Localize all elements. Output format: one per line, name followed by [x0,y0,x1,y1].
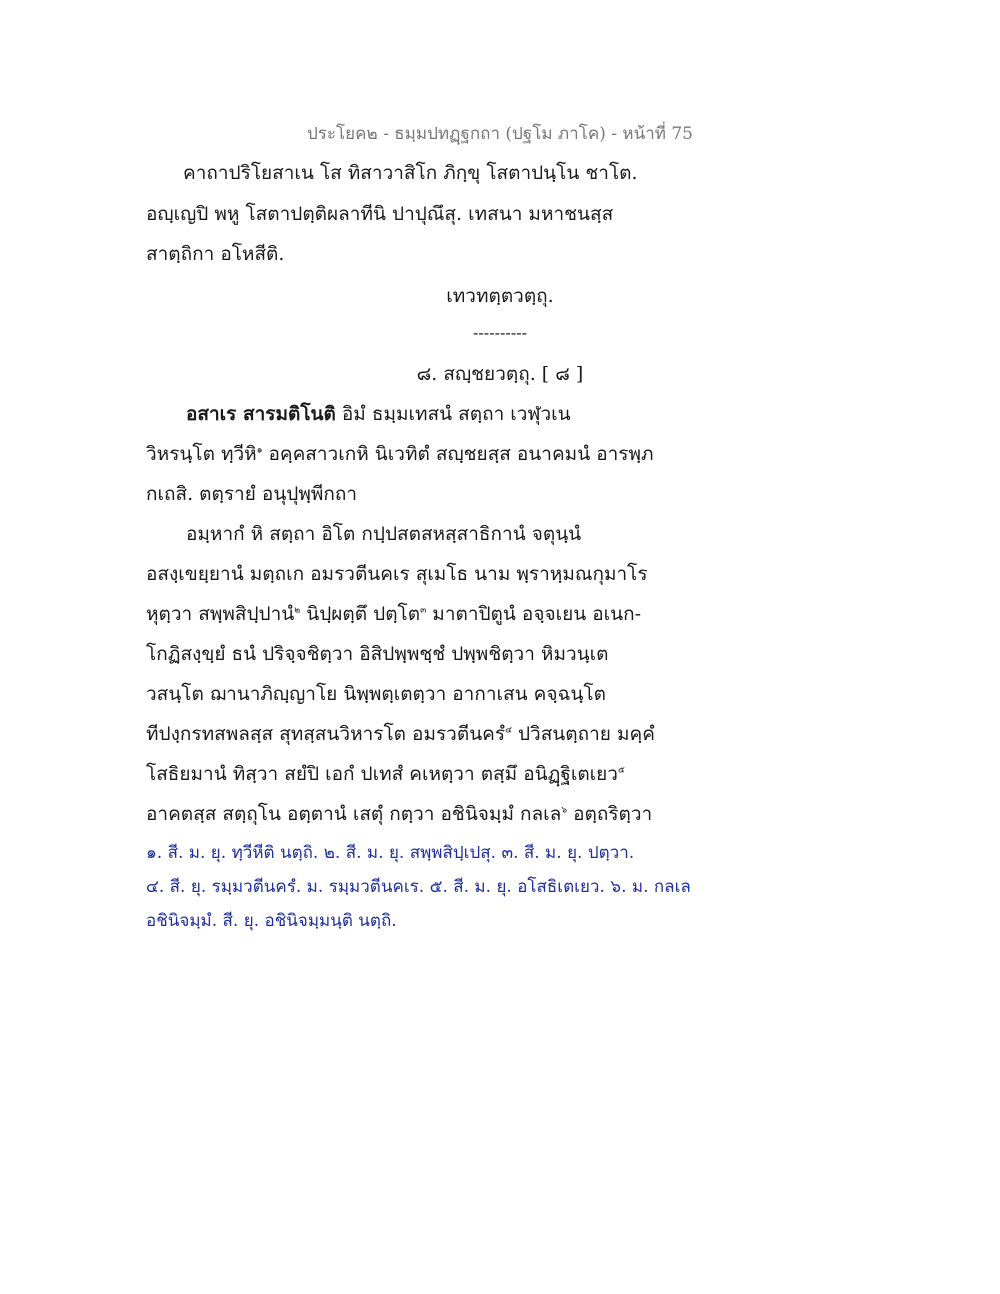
para3-line6 [146,721,655,747]
footnote-ref-6: ๖ [561,805,568,816]
para2-line1 [186,401,571,427]
footnote-ref-5: ๕ [617,765,625,776]
para3-line7 [146,761,625,787]
para3-line8 [146,801,652,827]
para3-line3-b: นิปฺผตฺตึ ปตฺโต [300,603,421,625]
verse-keyword: อสาเร สารมติโนติ [186,403,336,425]
para1-line1: คาถาปริโยสาเน โส ทิสาวาสิโก ภิกฺขุ โสตาปนฺโน ชาโต. [183,162,638,184]
footnote-line-3: อชินิจมฺมํ. สี. ยุ. อชินิจมฺมนฺติ นตฺถิ. [146,911,397,931]
separator: ---------- [472,323,528,342]
para2-line3: กเถสิ. ตตฺรายํ อนุปุพฺพีกถา [146,483,358,505]
para3-line5: วสนฺโต ฌานาภิญฺญาโย นิพฺพตฺเตตฺวา อากาเสน คจฺฉนฺโต [146,683,606,705]
footnote-line-1: ๑. สี. ม. ยุ. ทฺวีหีติ นตฺถิ. ๒. สี. ม. ยุ. สพฺพสิปฺเปสุ. ๓. สี. ม. ยุ. ปตฺวา. [146,843,635,863]
para2-line2-b: อคฺคสาวเกหิ นิเวทิตํ สญฺชยสฺส อนาคมนํ อารพฺภ [262,443,654,465]
para3-line6-b: ปวิสนตฺถาย มคฺคํ [511,723,655,745]
para2-line2 [146,441,654,467]
footnote-ref-1: ๑ [256,445,263,456]
para3-line4: โกฏิสงฺขฺยํ ธนํ ปริจฺจชิตฺวา อิสิปพฺพชฺชํ ปพฺพชิตฺวา หิมวนฺเต [146,643,609,665]
para3-line8-a: อาคตสฺส สตฺถุโน อตฺตานํ เสตุํ กตฺวา อชินิจมฺมํ กลเล [146,803,562,825]
section-title: ๘. สญฺชยวตฺถุ. [ ๘ ] [416,363,584,385]
footnote-ref-2: ๒ [294,605,301,616]
para3-line8-b: อตฺถริตฺวา [567,803,653,825]
page-header: ประโยค๒ - ธมฺมปทฏฺฐกถา (ปฐโม ภาโค) - หน้าที่ 75 [307,124,693,144]
para3-line3 [146,601,641,627]
para1-line3: สาตฺถิกา อโหสีติ. [146,243,285,265]
para3-line6-a: ทีปงฺกรทสพลสฺส สุทสฺสนวิหารโต อมรวตีนครํ [146,723,506,745]
para2-line2-a: วิหรนฺโต ทฺวีหิ [146,443,257,465]
footnote-ref-4: ๔ [505,725,512,736]
para3-line2: อสงฺเขยฺยานํ มตฺถเก อมรวตีนคเร สุเมโธ นาม พฺราหฺมณกุมาโร [146,563,648,585]
para1-line2: อญฺเญปิ พหู โสตาปตฺติผลาทีนิ ปาปุณึสุ. เทสนา มหาชนสฺส [146,203,614,225]
para3-line1: อมฺหากํ หิ สตฺถา อิโต กปฺปสตสหสฺสาธิกานํ จตุนฺนํ [186,523,582,545]
para3-line7-a: โสธิยมานํ ทิสฺวา สยํปิ เอกํ ปเทสํ คเหตฺวา ตสฺมึ อนิฏฺฐิเตเยว [146,763,618,785]
para3-line3-c: มาตาปิตูนํ อจฺจเยน อเนก- [426,603,642,625]
para2-line1-text: อิมํ ธมฺมเทสนํ สตฺถา เวฬุวเน [335,403,571,425]
footnote-ref-3: ๓ [420,605,427,616]
para3-line3-a: หุตฺวา สพฺพสิปฺปานํ [146,603,295,625]
footnote-line-2: ๔. สี. ยุ. รมฺมวตีนครํ. ม. รมฺมวตีนคเร. ๕. สี. ม. ยุ. อโสธิเตเยว. ๖. ม. กลเล [146,877,691,897]
story-end-title: เทวทตฺตวตฺถุ. [446,285,554,307]
